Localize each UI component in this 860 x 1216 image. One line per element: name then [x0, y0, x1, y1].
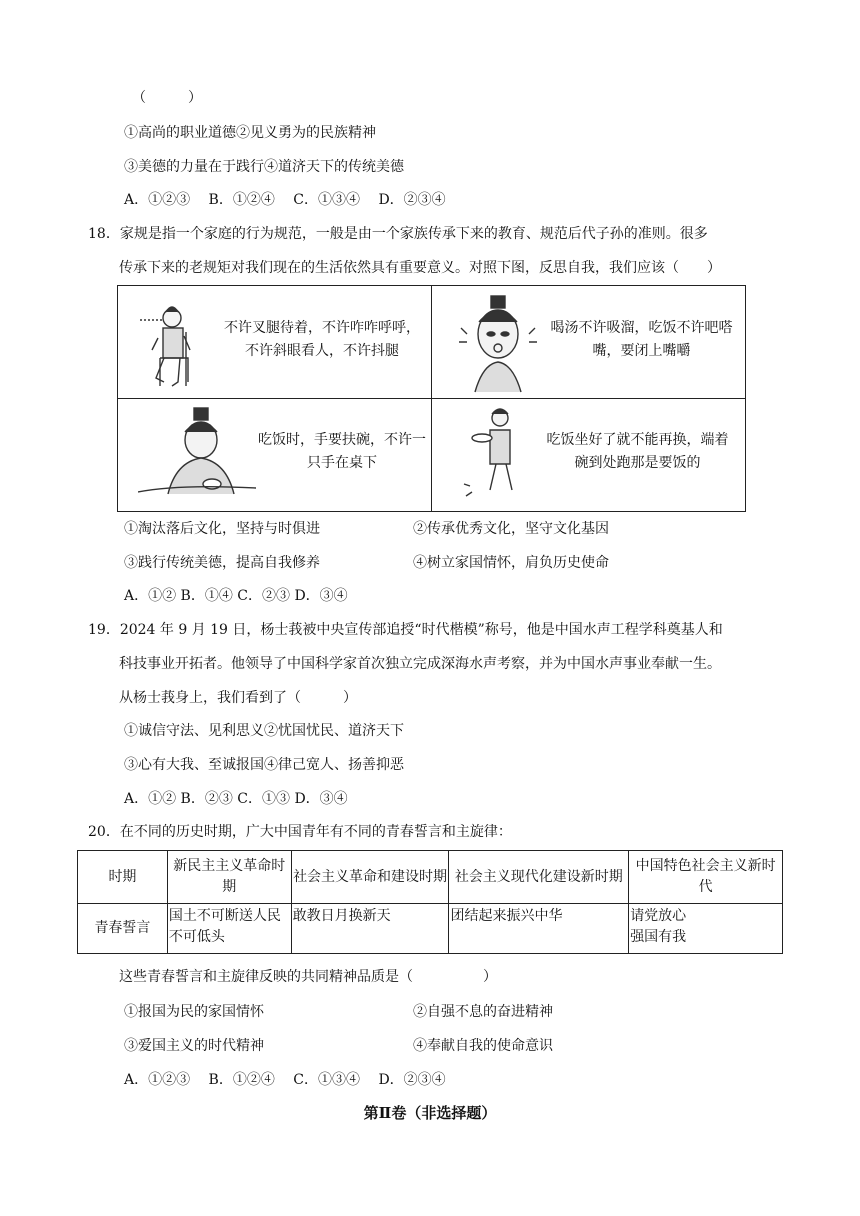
q19-stem-line1: 19．2024 年 9 月 19 日，杨士莪被中央宣传部追授“时代楷模”称号，他是中国水声工程学科奠基人和 — [88, 622, 723, 638]
q20-pledge-era2: 敢教日月换新天 — [291, 904, 449, 954]
q20-option-2: ②自强不息的奋进精神 — [413, 1004, 553, 1020]
q19-stem-line2: 科技事业开拓者。他领导了中国科学家首次独立完成深海水声考察，并为中国水声事业奉献一生。 — [119, 656, 721, 672]
boy-sitting-chair-illustration — [136, 298, 216, 396]
q17-options-line2: ③美德的力量在于践行④道济天下的传统美德 — [124, 159, 404, 175]
q17-answer-choices: A．①②③ B．①②④ C．①③④ D．②③④ — [124, 192, 446, 208]
q18-cell4-text: 吃饭坐好了就不能再换，端着 碗到处跑那是要饭的 — [546, 432, 729, 471]
q19-options-line2: ③心有大我、至诚报国④律己宽人、扬善抑恶 — [124, 757, 404, 773]
q18-option-4: ④树立家国情怀，肩负历史使命 — [413, 555, 609, 571]
q19-answer-choices: A．①② B．②③ C．①③ D．③④ — [124, 791, 348, 807]
q20-answer-choices: A．①②③ B．①②④ C．①③④ D．②③④ — [124, 1072, 446, 1088]
q18-illustration-table — [117, 285, 746, 512]
q20-header-era2: 社会主义革命和建设时期 — [291, 851, 449, 904]
q18-option-3: ③践行传统美德，提高自我修养 — [124, 555, 320, 571]
q18-stem-line1: 18．家规是指一个家庭的行为规范，一般是由一个家族传承下来的教育、规范后代子孙的准则。很多 — [88, 226, 708, 242]
q18-option-1: ①淘汰落后文化，坚持与时俱进 — [124, 521, 320, 537]
boy-holding-bowl-illustration — [138, 404, 256, 504]
q20-header-period: 时期 — [78, 851, 168, 904]
q20-pledge-era4: 请党放心 强国有我 — [629, 904, 783, 954]
q19-options-line1: ①诚信守法、见利思义②忧国忧民、道济天下 — [124, 723, 404, 739]
q20-question: 这些青春誓言和主旋律反映的共同精神品质是（ ） — [119, 969, 497, 985]
boy-eating-noisily-illustration — [453, 292, 543, 394]
q17-stem-tail: （ ） — [132, 90, 202, 106]
boy-walking-with-bowl-illustration — [458, 404, 528, 504]
q20-pledge-era3: 团结起来振兴中华 — [449, 904, 629, 954]
q20-header-era3: 社会主义现代化建设新时期 — [449, 851, 629, 904]
q20-row-label-pledge: 青春誓言 — [78, 904, 168, 954]
q20-pledge-era1: 国土不可断送人民不可低头 — [167, 904, 291, 954]
q18-answer-choices: A．①② B．①④ C．②③ D．③④ — [124, 588, 348, 604]
q20-stem: 20．在不同的历史时期，广大中国青年有不同的青春誓言和主旋律： — [88, 824, 512, 840]
q20-youth-pledge-table — [77, 850, 783, 954]
q18-cell1-text: 不许叉腿待着，不许咋咋呼呼， 不许斜眼看人，不许抖腿 — [224, 320, 420, 359]
q18-option-2: ②传承优秀文化，坚守文化基因 — [413, 521, 609, 537]
section-2-title: 第Ⅱ卷（非选择题） — [363, 1104, 497, 1122]
q17-options-line1: ①高尚的职业道德②见义勇为的民族精神 — [124, 125, 376, 141]
q18-stem-line2: 传承下来的老规矩对我们现在的生活依然具有重要意义。对照下图，反思自我，我们应该（ ） — [119, 260, 721, 276]
q18-cell3-text: 吃饭时，手要扶碗，不许一 只手在桌下 — [258, 432, 426, 471]
q20-option-1: ①报国为民的家国情怀 — [124, 1004, 264, 1020]
q20-option-3: ③爱国主义的时代精神 — [124, 1038, 264, 1054]
q20-header-era1: 新民主主义革命时期 — [167, 851, 291, 904]
q20-header-era4: 中国特色社会主义新时代 — [629, 851, 783, 904]
q19-stem-line3: 从杨士莪身上，我们看到了（ ） — [119, 690, 357, 706]
q18-cell2-text: 喝汤不许吸溜，吃饭不许吧嗒 嘴，要闭上嘴嚼 — [550, 320, 733, 359]
q20-option-4: ④奉献自我的使命意识 — [413, 1038, 553, 1054]
